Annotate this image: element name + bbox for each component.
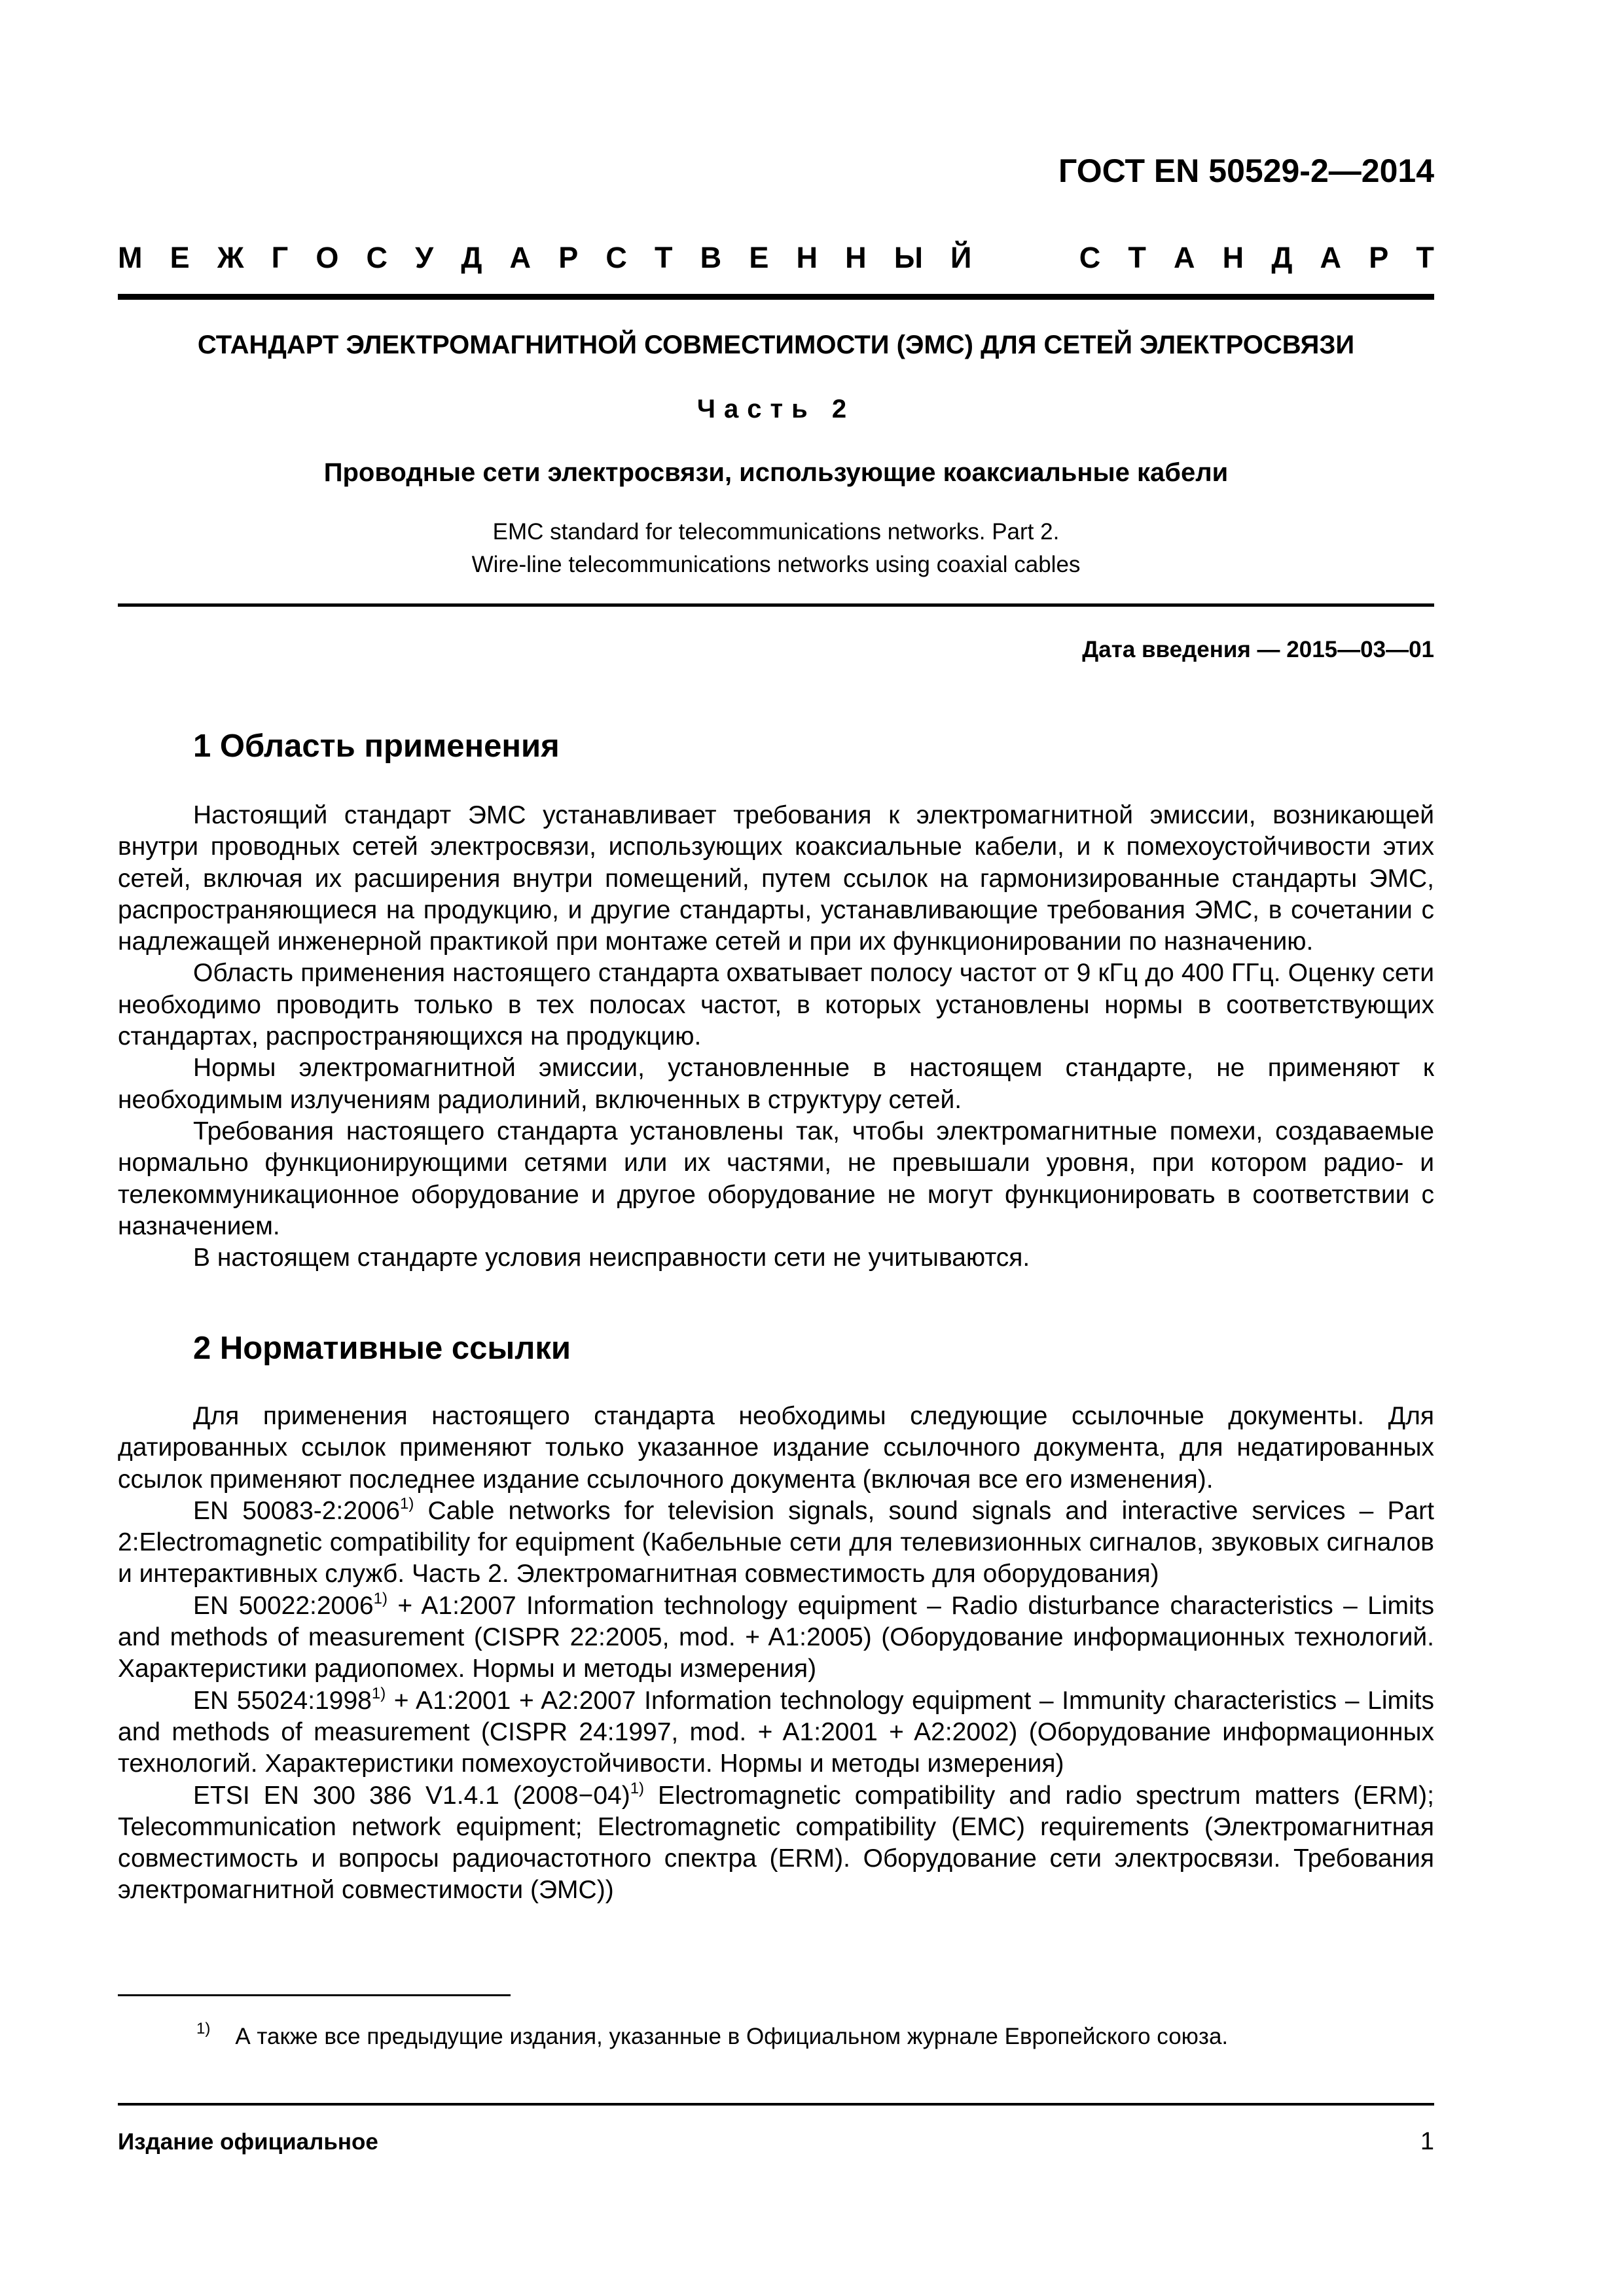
section-2-heading: 2 Нормативные ссылки [193, 1331, 571, 1366]
footer-divider [118, 2103, 1434, 2106]
document-code: ГОСТ EN 50529-2—2014 [1058, 152, 1434, 189]
banner-letter: С [366, 241, 388, 274]
footnote-mark: 1) [196, 2020, 211, 2037]
reference-entry [118, 1780, 1434, 1907]
section-2-body [118, 1401, 1434, 1907]
title-divider [118, 603, 1434, 607]
footnote-mark: 1) [630, 1779, 645, 1797]
reference-text: Cable networks for television signals, sound signals and interactive services – Part 2:Electromagnetic compatibility for equipment (Кабельные сети для телевизионных сигналов, звуковых сигналов и интерактивных служб. Часть 2. Электромагнитная совместимость для оборудования) [118, 1496, 1434, 1588]
reference-entry [118, 1590, 1434, 1685]
banner-letter: Д [1271, 241, 1293, 274]
reference-code: EN 50022:2006 [193, 1591, 374, 1620]
reference-code: EN 50083-2:2006 [193, 1496, 401, 1525]
footnote-separator [118, 1994, 511, 1996]
edition-label: Издание официальное [118, 2129, 378, 2155]
banner-letter: Н [845, 241, 867, 274]
banner-letter: М [118, 241, 143, 274]
footnote-mark: 1) [373, 1589, 388, 1607]
footnote [196, 2020, 1229, 2050]
reference-text: Electromagnetic compatibility and radio spectrum matters (ERM); Telecommunication network equipment; Electromagnetic compatibility (EMC) requirements (Электромагнитная совместимость и вопросы радиочастотного спектра (ERM). Оборудование сети электросвязи. Требования электромагнитной совместимости (ЭМС)) [118, 1781, 1434, 1905]
banner-letter: Н [1222, 241, 1244, 274]
page-number: 1 [1420, 2128, 1434, 2155]
banner-letter: С [1079, 241, 1101, 274]
banner-letter: Г [271, 241, 289, 274]
banner-letter: Р [1369, 241, 1389, 274]
banner-letter: Т [1128, 241, 1146, 274]
paragraph: Требования настоящего стандарта установлены так, чтобы электромагнитные помехи, создаваемые нормально функционирующими сетями или их частями, не превышали уровня, при котором радио- и телекоммуникационное оборудование и другое оборудование не могут функционировать в соответствии с назначением. [118, 1117, 1434, 1240]
section-1-body [118, 800, 1434, 1274]
header-divider [118, 294, 1434, 300]
reference-code: ETSI EN 300 386 V1.4.1 (2008−04) [193, 1781, 630, 1810]
part-label: Часть 2 [696, 395, 856, 423]
section-1-heading: 1 Область применения [193, 728, 560, 764]
paragraph: Настоящий стандарт ЭМС устанавливает требования к электромагнитной эмиссии, возникающей внутри проводных сетей электросвязи, использующих коаксиальные кабели, и к помехоустойчивости этих сетей, включая их расширения внутри помещений, путем ссылок на гармонизированные стандарты ЭМС, распространяющиеся на продукцию, и другие стандарты, устанавливающие требования ЭМС, в сочетании с надлежащей инженерной практикой при монтаже сетей и при их функционировании по назначению. [118, 801, 1434, 956]
introduction-date: Дата введения — 2015—03—01 [1082, 637, 1434, 662]
paragraph: Нормы электромагнитной эмиссии, установленные в настоящем стандарте, не применяют к необходимым излучениям радиолиний, включенных в структуру сетей. [118, 1054, 1434, 1114]
banner-letter: Е [749, 241, 769, 274]
reference-entry [118, 1685, 1434, 1780]
english-title-line-2: Wire-line telecommunications networks using coaxial cables [471, 552, 1081, 577]
banner-letter: Ы [893, 241, 923, 274]
paragraph: Для применения настоящего стандарта необходимы следующие ссылочные документы. Для датированных ссылок применяют только указанное издание ссылочного документа, для недатированных ссылок применяют последнее издание ссылочного документа (включая все его изменения). [118, 1402, 1434, 1494]
banner-letter: Д [461, 241, 482, 274]
banner-letter: Ж [217, 241, 244, 274]
footnote-mark: 1) [371, 1684, 386, 1702]
footnote-text: А также все предыдущие издания, указанные в Официальном журнале Европейского союза. [235, 2024, 1229, 2049]
reference-code: EN 55024:1998 [193, 1686, 372, 1715]
banner-letter: А [509, 241, 532, 274]
english-title-line-1: EMC standard for telecommunications networks. Part 2. [492, 519, 1060, 545]
reference-text: + A1:2001 + A2:2007 Information technology equipment – Immunity characteristics – Limits and methods of measurement (CISPR 24:1997, mod. + A1:2001 + A2:2002) (Оборудование информационных технологий. Характеристики помехоустойчивости. Нормы и методы измерения) [118, 1686, 1434, 1778]
english-title [118, 516, 1434, 581]
banner-letter: Е [170, 241, 190, 274]
reference-entry [118, 1496, 1434, 1590]
banner-word-gap [1000, 241, 1052, 275]
banner-letter: Т [1416, 241, 1434, 274]
paragraph: Область применения настоящего стандарта охватывает полосу частот от 9 кГц до 400 ГГц. Оценку сети необходимо проводить только в тех полосах частот, в которых установлены нормы в соответствующих стандартах, распространяющихся на продукцию. [118, 959, 1434, 1051]
banner-letter: Т [655, 241, 673, 274]
banner-letter: А [1174, 241, 1195, 274]
banner-letter: Н [796, 241, 818, 274]
interstate-standard-banner [118, 241, 1434, 275]
banner-letter: Р [558, 241, 579, 274]
banner-letter: У [415, 241, 434, 274]
banner-letter: О [316, 241, 339, 274]
footnote-mark: 1) [400, 1494, 414, 1513]
banner-letter: А [1320, 241, 1342, 274]
banner-letter: В [700, 241, 722, 274]
banner-letter: С [605, 241, 627, 274]
reference-text: + A1:2007 Information technology equipment – Radio disturbance characteristics – Limits and methods of measurement (CISPR 22:2005, mod. + A1:2005) (Оборудование информационных технологий. Характеристики радиопомех. Нормы и методы измерения) [118, 1591, 1434, 1683]
part-subtitle: Проводные сети электросвязи, использующие коаксиальные кабели [323, 458, 1229, 487]
standard-title: СТАНДАРТ ЭЛЕКТРОМАГНИТНОЙ СОВМЕСТИМОСТИ (ЭМС) ДЛЯ СЕТЕЙ ЭЛЕКТРОСВЯЗИ [197, 331, 1355, 359]
banner-letter: Й [950, 241, 972, 274]
paragraph: В настоящем стандарте условия неисправности сети не учитываются. [193, 1244, 1030, 1272]
